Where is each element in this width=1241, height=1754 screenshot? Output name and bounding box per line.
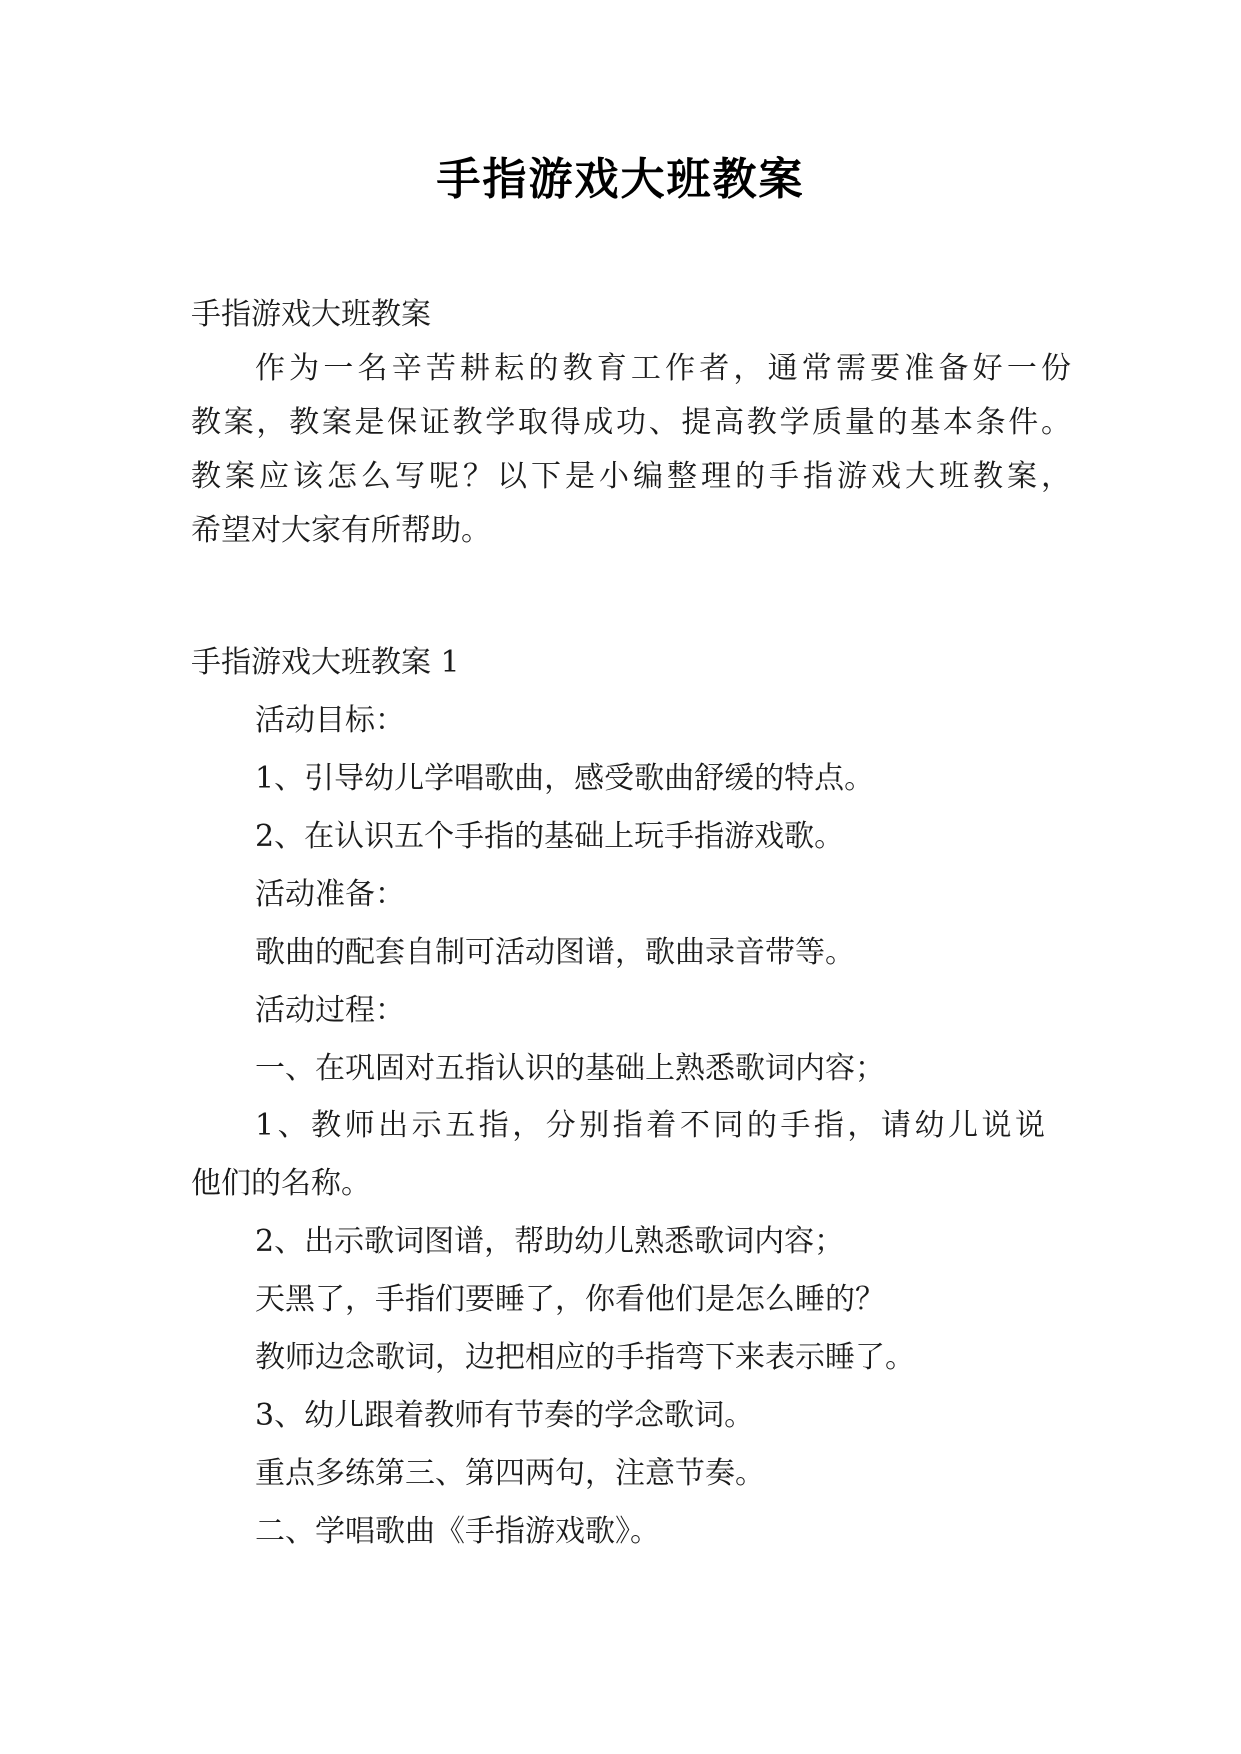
section-line-15: 二、学唱歌曲《手指游戏歌》。 bbox=[255, 1514, 660, 1549]
section-line-3: 2、在认识五个手指的基础上玩手指游戏歌。 bbox=[255, 819, 845, 854]
section-line-1: 活动目标： bbox=[255, 703, 405, 738]
section-line-7: 一、在巩固对五指认识的基础上熟悉歌词内容； bbox=[255, 1051, 885, 1086]
page-title: 手指游戏大班教案 bbox=[436, 154, 805, 205]
intro-line-3: 教案应该怎么写呢？以下是小编整理的手指游戏大班教案， bbox=[191, 459, 1071, 494]
intro-line-2: 教案，教案是保证教学取得成功、提高教学质量的基本条件。 bbox=[191, 405, 1071, 440]
section-line-12: 教师边念歌词，边把相应的手指弯下来表示睡了。 bbox=[255, 1340, 915, 1375]
section-line-11: 天黑了，手指们要睡了，你看他们是怎么睡的？ bbox=[255, 1282, 885, 1317]
section-line-8: 1、教师出示五指，分别指着不同的手指，请幼儿说说 bbox=[255, 1108, 1045, 1143]
section-heading: 手指游戏大班教案 1 bbox=[191, 645, 460, 680]
intro-line-4: 希望对大家有所帮助。 bbox=[191, 513, 491, 548]
section-line-5: 歌曲的配套自制可活动图谱，歌曲录音带等。 bbox=[255, 935, 855, 970]
doc-subtitle: 手指游戏大班教案 bbox=[191, 297, 431, 332]
section-line-10: 2、出示歌词图谱，帮助幼儿熟悉歌词内容； bbox=[255, 1224, 845, 1259]
section-line-2: 1、引导幼儿学唱歌曲，感受歌曲舒缓的特点。 bbox=[255, 761, 875, 796]
section-line-14: 重点多练第三、第四两句，注意节奏。 bbox=[255, 1456, 765, 1491]
section-line-13: 3、幼儿跟着教师有节奏的学念歌词。 bbox=[255, 1398, 755, 1433]
section-line-4: 活动准备： bbox=[255, 877, 405, 912]
intro-line-1: 作为一名辛苦耕耘的教育工作者，通常需要准备好一份 bbox=[255, 351, 1071, 386]
section-line-9: 他们的名称。 bbox=[191, 1166, 371, 1201]
section-line-6: 活动过程： bbox=[255, 993, 405, 1028]
